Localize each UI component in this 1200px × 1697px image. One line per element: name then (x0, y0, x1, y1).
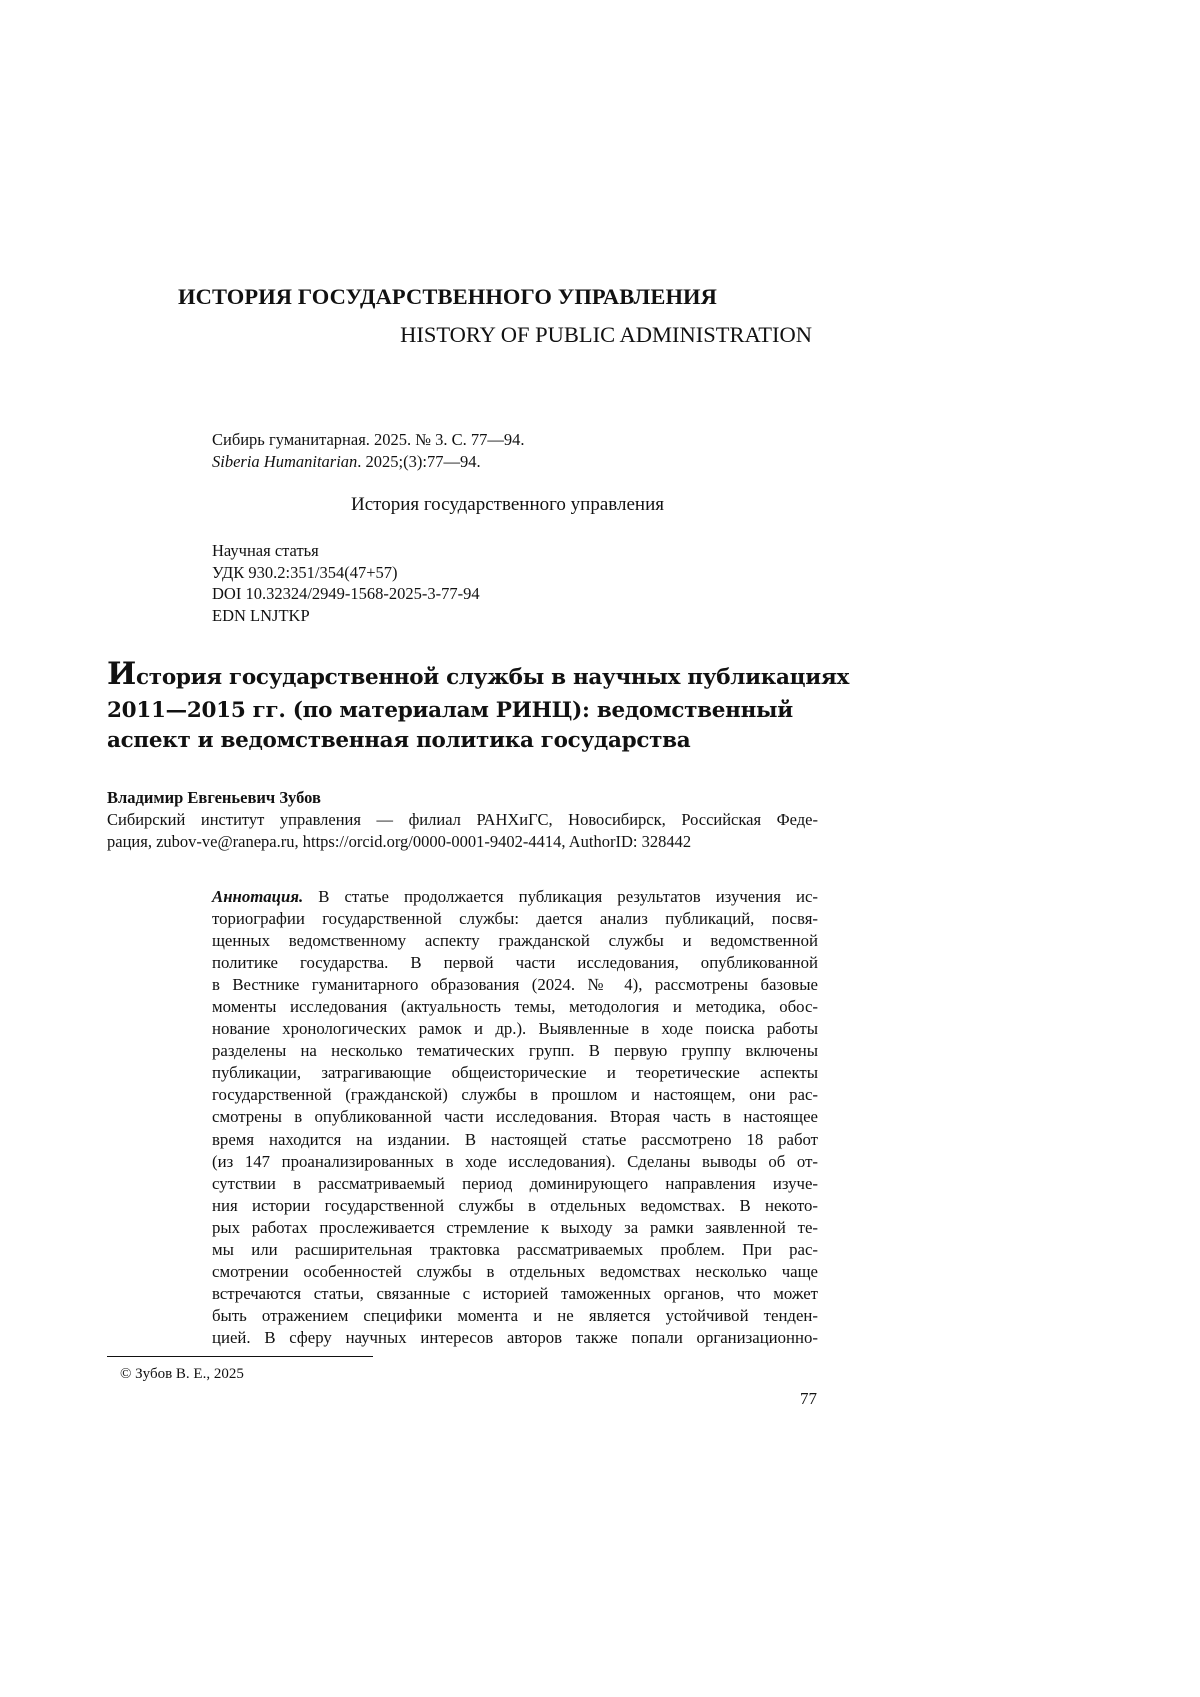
abstract-line: (из 147 проанализированных в ходе исследования). Сделаны выводы об от- (212, 1151, 818, 1173)
abstract-line: быть отражением специфики момента и не является устойчивой тенден- (212, 1305, 818, 1327)
article-type: Научная статья (212, 541, 319, 561)
citation-en (212, 452, 481, 472)
section-title-ru: ИСТОРИЯ ГОСУДАРСТВЕННОГО УПРАВЛЕНИЯ (178, 284, 717, 310)
abstract-line: разделены на несколько тематических групп. В первую группу включены (212, 1040, 818, 1062)
abstract-line: время находится на издании. В настоящей статье рассмотрено 18 работ (212, 1129, 818, 1151)
abstract-line: в Вестнике гуманитарного образования (2024. № 4), рассмотрены базовые (212, 974, 818, 996)
footnote-divider (107, 1356, 373, 1357)
abstract-line: моменты исследования (актуальность темы, методология и методика, обос- (212, 996, 818, 1018)
udk: УДК 930.2:351/354(47+57) (212, 563, 398, 583)
rubric: История государственного управления (0, 494, 1015, 516)
abstract (212, 886, 818, 1349)
citation-en-rest: . 2025;(3):77—94. (357, 452, 480, 471)
article-title-line-1 (107, 656, 849, 692)
title-initial: И (107, 656, 136, 692)
section-title-en: HISTORY OF PUBLIC ADMINISTRATION (400, 322, 812, 348)
copyright-footnote: © Зубов В. Е., 2025 (120, 1366, 244, 1383)
article-title-line-2: 2011—2015 гг. (по материалам РИНЦ): ведомственный (107, 698, 793, 723)
edn: EDN LNJTKP (212, 606, 310, 626)
abstract-line: смотрении особенностей службы в отдельных ведомствах несколько чаще (212, 1261, 818, 1283)
citation-ru: Сибирь гуманитарная. 2025. № 3. С. 77—94. (212, 430, 525, 450)
title-line1-text: стория государственной службы в научных публикациях (136, 665, 849, 690)
author-name: Владимир Евгеньевич Зубов (107, 788, 321, 808)
abstract-line: смотрены в опубликованной части исследования. Вторая часть в настоящее (212, 1106, 818, 1128)
abstract-line: цией. В сферу научных интересов авторов также попали организационно- (212, 1327, 818, 1349)
abstract-line: щенных ведомственному аспекту гражданской службы и ведомственной (212, 930, 818, 952)
doi: DOI 10.32324/2949-1568-2025-3-77-94 (212, 584, 480, 604)
affiliation-line-1: Сибирский институт управления — филиал РАНХиГС, Новосибирск, Российская Феде- (107, 810, 818, 830)
abstract-line: ния истории государственной службы в отдельных ведомствах. В некото- (212, 1195, 818, 1217)
affiliation-line-2: рация, zubov-ve@ranepa.ru, https://orcid.org/0000-0001-9402-4414, AuthorID: 328442 (107, 832, 818, 852)
citation-en-journal: Siberia Humanitarian (212, 452, 357, 471)
abstract-line: нование хронологических рамок и др.). Выявленные в ходе поиска работы (212, 1018, 818, 1040)
abstract-line: политике государства. В первой части исследования, опубликованной (212, 952, 818, 974)
abstract-line: Аннотация. В статье продолжается публикация результатов изучения ис- (212, 886, 818, 908)
abstract-line: государственной (гражданской) службы в прошлом и настоящем, они рас- (212, 1084, 818, 1106)
abstract-line: мы или расширительная трактовка рассматриваемых проблем. При рас- (212, 1239, 818, 1261)
abstract-label: Аннотация. (212, 887, 303, 906)
abstract-line: рых работах прослеживается стремление к выходу за рамки заявленной те- (212, 1217, 818, 1239)
abstract-line: сутствии в рассматриваемый период доминирующего направления изуче- (212, 1173, 818, 1195)
article-title-line-3: аспект и ведомственная политика государства (107, 728, 690, 753)
abstract-line: ториографии государственной службы: дается анализ публикаций, посвя- (212, 908, 818, 930)
abstract-line: публикации, затрагивающие общеисторические и теоретические аспекты (212, 1062, 818, 1084)
abstract-line: встречаются статьи, связанные с историей таможенных органов, что может (212, 1283, 818, 1305)
page-number: 77 (800, 1389, 817, 1409)
